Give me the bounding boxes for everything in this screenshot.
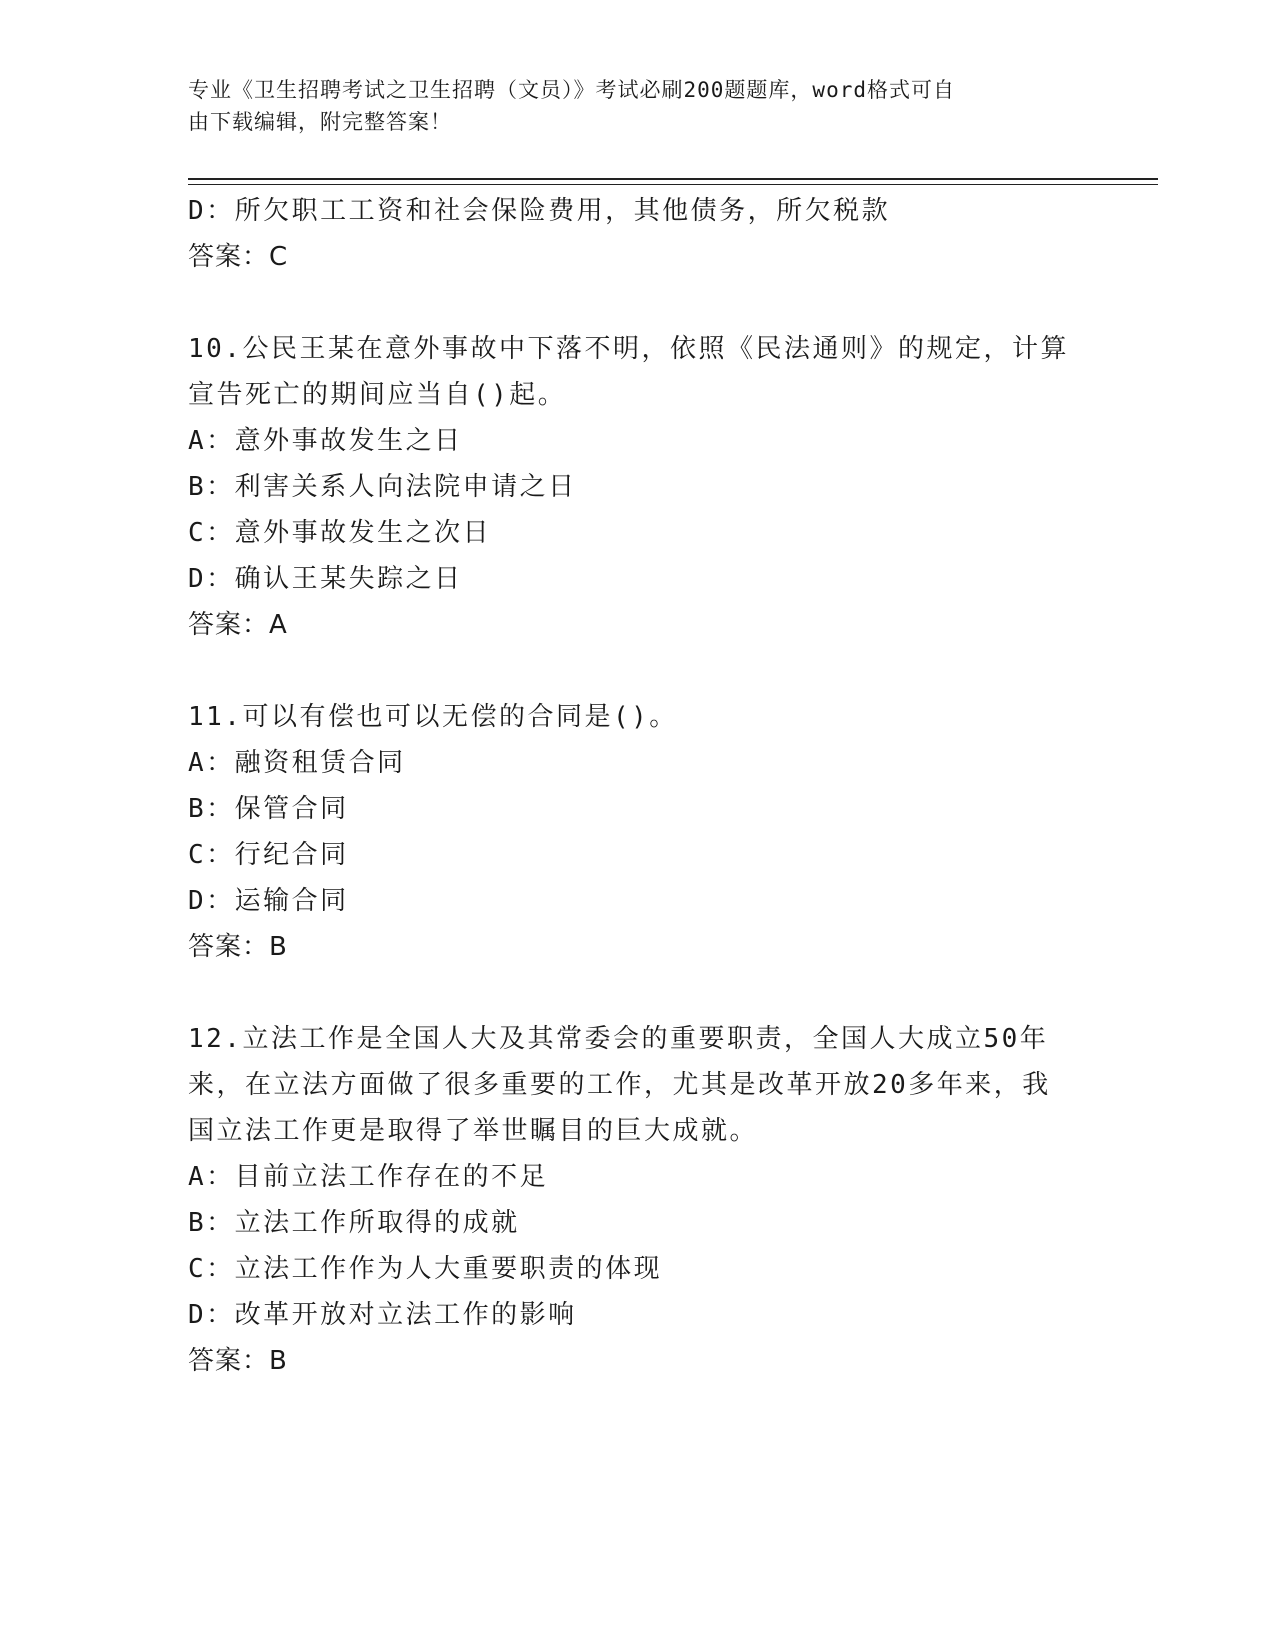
question-12 (188, 1016, 1088, 1384)
spacer (188, 280, 1088, 326)
header-line-1: 专业《卫生招聘考试之卫生招聘（文员）》考试必刷200题题库，word格式可自 (188, 78, 955, 102)
question-stem-line: 来，在立法方面做了很多重要的工作，尤其是改革开放20多年来，我 (188, 1070, 1051, 1100)
option-a: A：融资租赁合同 (188, 748, 406, 778)
question-11 (188, 694, 1088, 970)
option-a: A：目前立法工作存在的不足 (188, 1162, 549, 1192)
answer: 答案：B (188, 1346, 288, 1376)
option-b: B：利害关系人向法院申请之日 (188, 472, 577, 502)
prev-answer: 答案：C (188, 242, 289, 272)
header-divider-thick (188, 178, 1158, 180)
option-d: D：运输合同 (188, 886, 349, 916)
question-stem-line: 宣告死亡的期间应当自()起。 (188, 380, 567, 410)
document-header (188, 74, 1088, 138)
answer: 答案：B (188, 932, 288, 962)
option-c: C：立法工作作为人大重要职责的体现 (188, 1254, 663, 1284)
option-b: B：立法工作所取得的成就 (188, 1208, 520, 1238)
question-stem-line: 11.可以有偿也可以无偿的合同是()。 (188, 702, 678, 732)
question-stem-line: 12.立法工作是全国人大及其常委会的重要职责，全国人大成立50年 (188, 1024, 1049, 1054)
spacer (188, 970, 1088, 1016)
header-line-2: 由下载编辑，附完整答案！ (188, 110, 452, 134)
option-c: C：意外事故发生之次日 (188, 518, 492, 548)
option-d: D：改革开放对立法工作的影响 (188, 1300, 577, 1330)
header-divider-thin (188, 184, 1158, 185)
option-a: A：意外事故发生之日 (188, 426, 463, 456)
option-c: C：行纪合同 (188, 840, 349, 870)
prev-option-d: D：所欠职工工资和社会保险费用，其他债务，所欠税款 (188, 196, 891, 226)
question-stem-line: 10.公民王某在意外事故中下落不明，依照《民法通则》的规定，计算 (188, 334, 1069, 364)
question-stem-line: 国立法工作更是取得了举世瞩目的巨大成就。 (188, 1116, 759, 1146)
question-body (188, 188, 1088, 1384)
answer: 答案：A (188, 610, 288, 640)
spacer (188, 648, 1088, 694)
question-10 (188, 326, 1088, 648)
option-b: B：保管合同 (188, 794, 349, 824)
option-d: D：确认王某失踪之日 (188, 564, 463, 594)
